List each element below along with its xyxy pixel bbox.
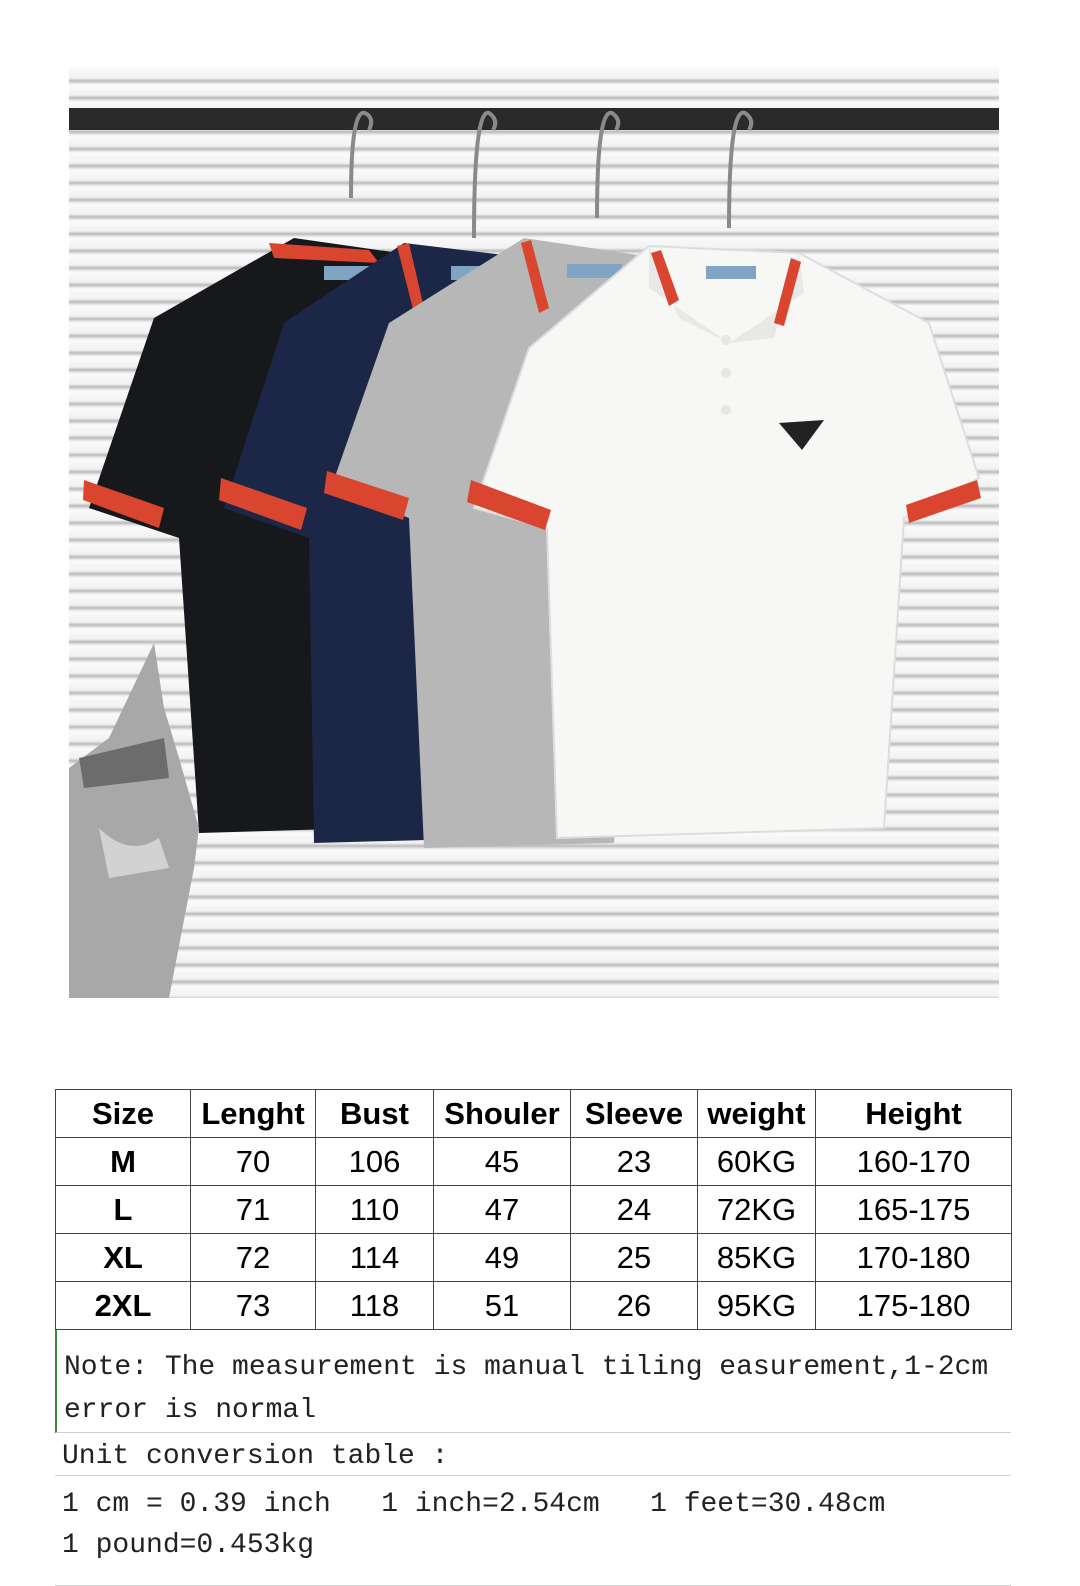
- table-cell: 170-180: [816, 1234, 1012, 1282]
- table-cell: 49: [434, 1234, 571, 1282]
- unit-conversion-title: Unit conversion table :: [55, 1433, 1011, 1476]
- column-header-height: Height: [816, 1090, 1012, 1138]
- table-cell: 71: [191, 1186, 316, 1234]
- table-cell: 47: [434, 1186, 571, 1234]
- column-header-shoulder: Shouler: [434, 1090, 571, 1138]
- product-photo: [69, 68, 999, 998]
- table-cell: 72KG: [698, 1186, 816, 1234]
- table-cell: 114: [316, 1234, 434, 1282]
- table-cell: 25: [571, 1234, 698, 1282]
- column-header-length: Lenght: [191, 1090, 316, 1138]
- measurement-note: Note: The measurement is manual tiling easurement,1-2cm error is normal: [55, 1330, 1011, 1433]
- table-cell: M: [56, 1138, 191, 1186]
- table-cell: 106: [316, 1138, 434, 1186]
- notes-section: [55, 1330, 1011, 1586]
- column-header-sleeve: Sleeve: [571, 1090, 698, 1138]
- table-cell: 24: [571, 1186, 698, 1234]
- size-chart-table: [55, 1089, 1012, 1330]
- table-row: [56, 1234, 1012, 1282]
- table-cell: 45: [434, 1138, 571, 1186]
- table-cell: 60KG: [698, 1138, 816, 1186]
- table-row: [56, 1138, 1012, 1186]
- table-cell: 23: [571, 1138, 698, 1186]
- conversion-line: 1 cm = 0.39 inch 1 inch=2.54cm 1 feet=30.48cm: [62, 1489, 886, 1520]
- table-cell: 110: [316, 1186, 434, 1234]
- unit-conversion-list: [55, 1476, 1011, 1586]
- table-cell: 160-170: [816, 1138, 1012, 1186]
- table-cell: 95KG: [698, 1282, 816, 1330]
- table-row: [56, 1186, 1012, 1234]
- column-header-weight: weight: [698, 1090, 816, 1138]
- table-cell: 73: [191, 1282, 316, 1330]
- column-header-size: Size: [56, 1090, 191, 1138]
- table-cell: 175-180: [816, 1282, 1012, 1330]
- table-cell: 72: [191, 1234, 316, 1282]
- hangers: [351, 113, 751, 238]
- hanger-rail: [69, 108, 999, 130]
- table-cell: 118: [316, 1282, 434, 1330]
- column-header-bust: Bust: [316, 1090, 434, 1138]
- table-cell: 70: [191, 1138, 316, 1186]
- conversion-line: 1 pound=0.453kg: [62, 1530, 315, 1561]
- polo-shirts-illustration: [69, 68, 999, 998]
- table-cell: L: [56, 1186, 191, 1234]
- table-cell: 2XL: [56, 1282, 191, 1330]
- table-cell: 26: [571, 1282, 698, 1330]
- table-cell: 165-175: [816, 1186, 1012, 1234]
- table-header-row: [56, 1090, 1012, 1138]
- table-cell: 85KG: [698, 1234, 816, 1282]
- table-cell: 51: [434, 1282, 571, 1330]
- dog-statue: [69, 643, 199, 998]
- table-row: [56, 1282, 1012, 1330]
- table-cell: XL: [56, 1234, 191, 1282]
